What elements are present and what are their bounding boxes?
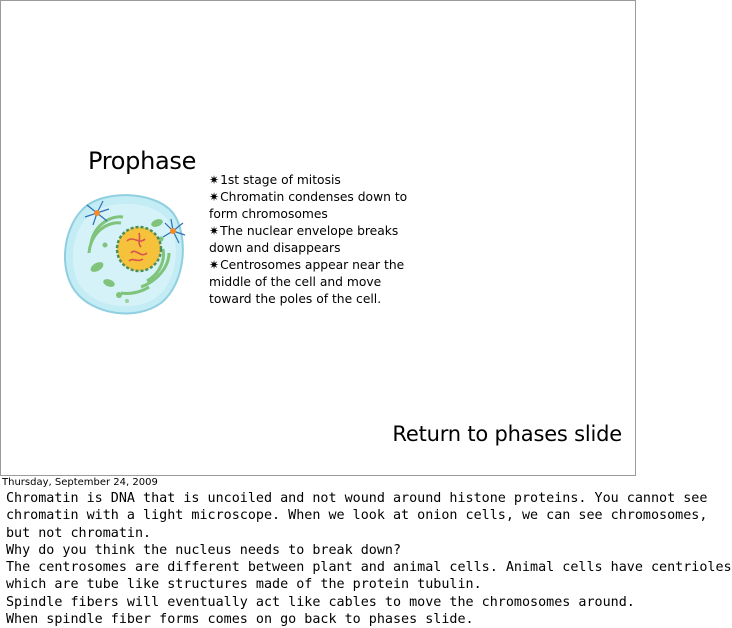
notes-line: Chromatin is DNA that is uncoiled and not wound around histone proteins. You cannot see <box>6 491 708 506</box>
notes-line: Why do you think the nucleus needs to break down? <box>6 542 402 558</box>
notes-line: The centrosomes are different between plant and animal cells. Animal cells have centrioles <box>6 560 732 576</box>
return-to-phases-link[interactable]: Return to phases slide <box>392 422 622 446</box>
notes-line: which are tube like structures made of the protein tubulin. <box>6 577 482 593</box>
star-bullet-icon: ✷ <box>209 190 220 204</box>
slide-title: Prophase <box>88 147 197 175</box>
star-bullet-icon: ✷ <box>209 224 220 238</box>
notes-line: When spindle fiber forms comes on go back to phases slide. <box>6 612 474 628</box>
star-bullet-icon: ✷ <box>209 258 220 272</box>
bullet-item: ✷Chromatin condenses down to form chromosomes <box>209 190 408 221</box>
notes-line: chromatin with a light microscope. When we look at onion cells, we can see chromosomes, <box>6 508 708 524</box>
notes-line: but not chromatin. <box>6 525 152 541</box>
bullet-item: ✷Centrosomes appear near the middle of the cell and move toward the poles of the cell. <box>209 258 405 306</box>
bullet-item: ✷The nuclear envelope breaks down and disappears <box>209 224 399 255</box>
cell-svg <box>61 183 191 318</box>
bullet-item: ✷1st stage of mitosis <box>209 173 341 187</box>
notes-line: Spindle fibers will eventually act like cables to move the chromosomes around. <box>6 594 635 610</box>
speaker-notes <box>6 490 732 628</box>
slide-date: Thursday, September 24, 2009 <box>2 477 158 488</box>
star-bullet-icon: ✷ <box>209 173 220 187</box>
prophase-cell-illustration <box>61 183 191 318</box>
bullet-list <box>209 172 409 308</box>
